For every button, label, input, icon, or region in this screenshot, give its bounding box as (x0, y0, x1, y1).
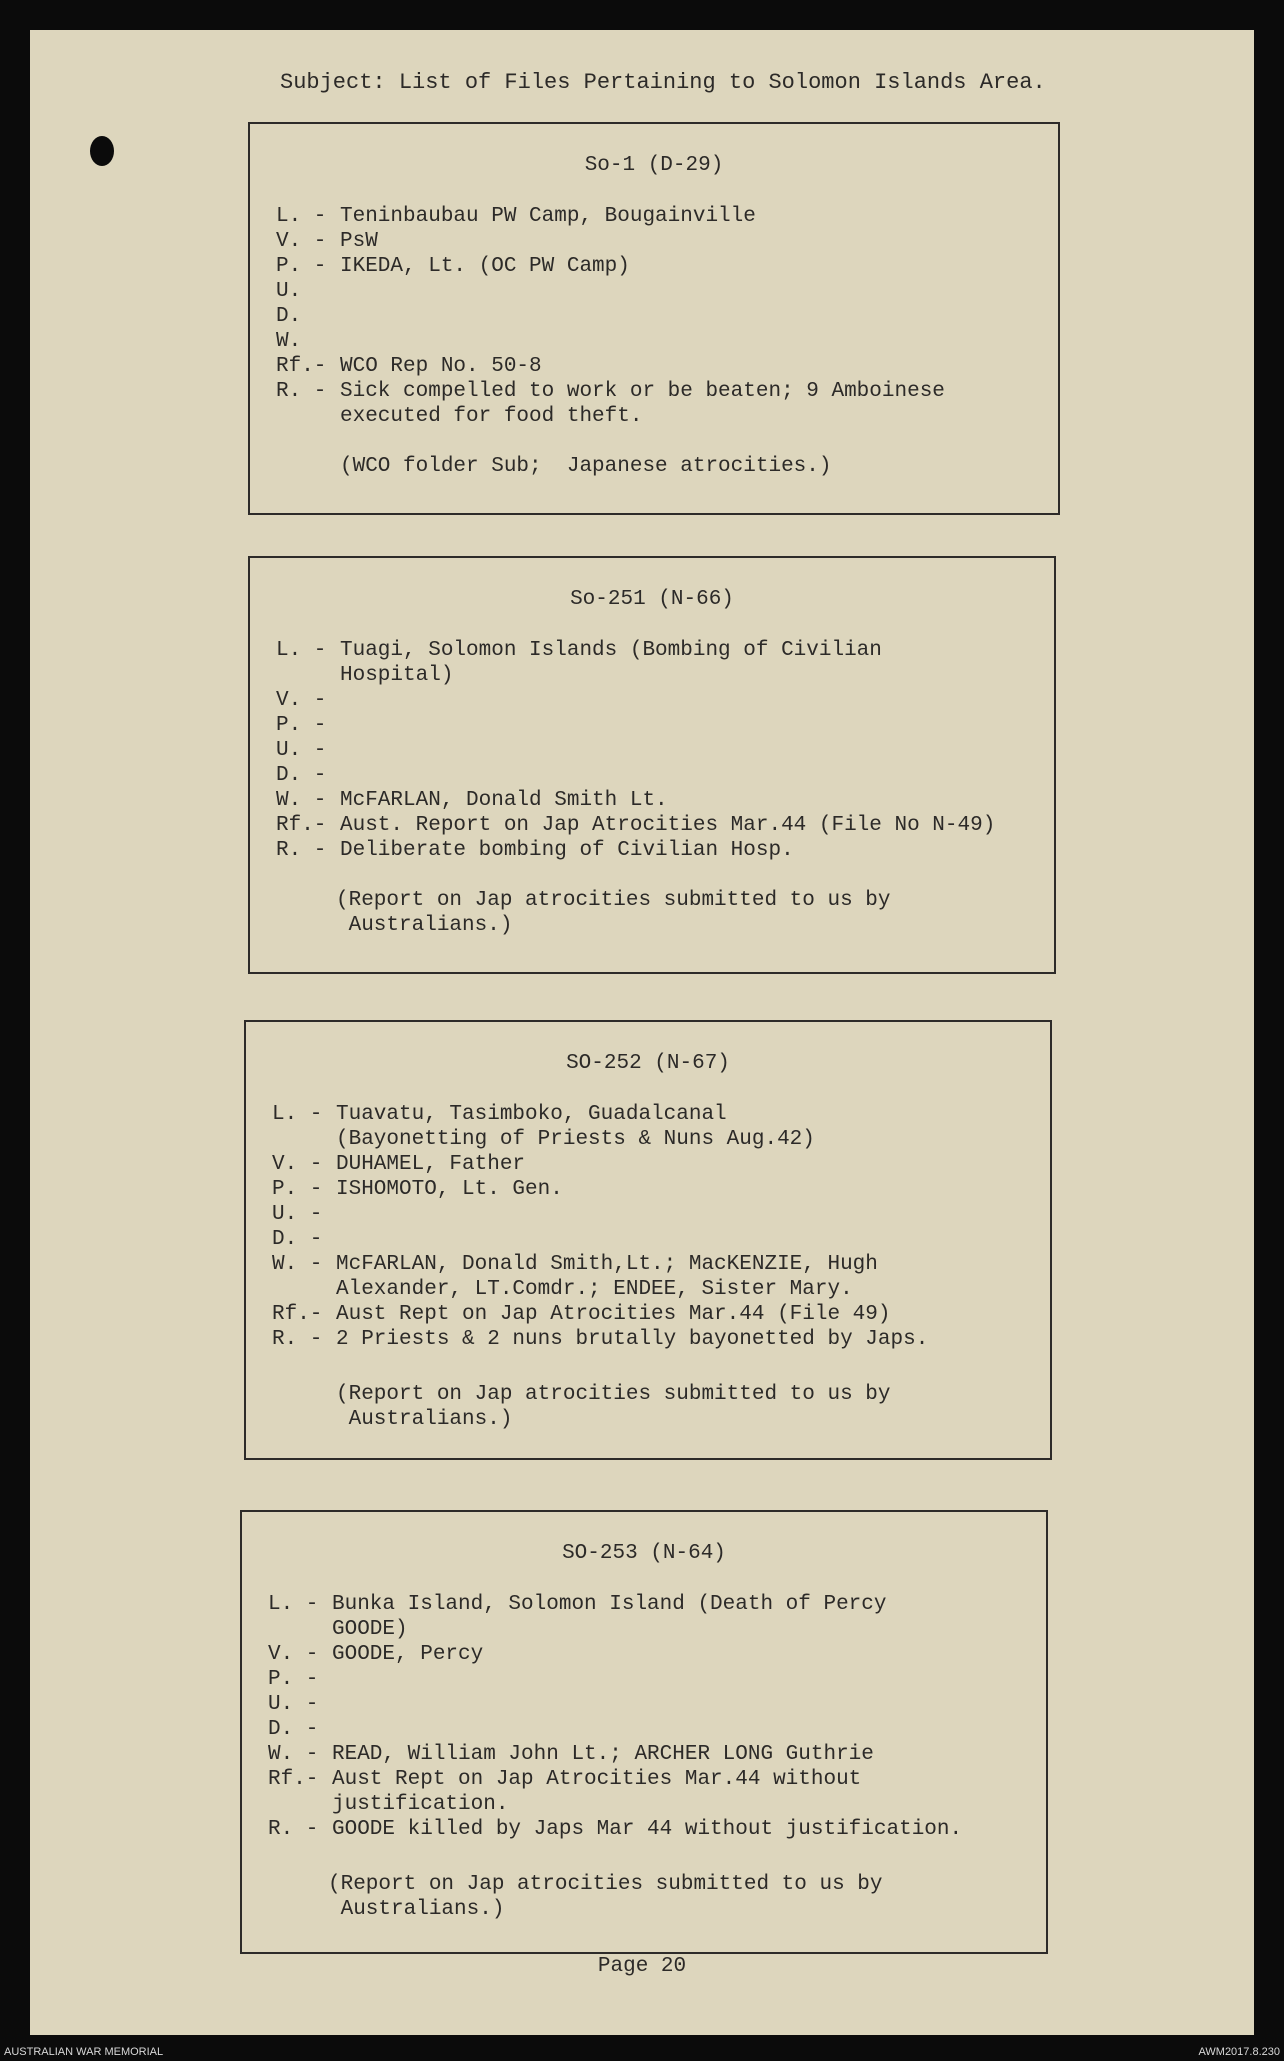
file-card-rows (268, 1592, 1026, 1842)
file-card-note: (Report on Jap atrocities submitted to us by Australians.) (328, 1873, 883, 1921)
row-perpetrator: P. - IKEDA, Lt. (OC PW Camp) (276, 255, 630, 278)
row-date: D. - (268, 1718, 319, 1741)
row-perpetrator: P. - (276, 714, 327, 737)
file-card-note: (WCO folder Sub; Japanese atrocities.) (340, 455, 832, 478)
row-reference: Rf.- WCO Rep No. 50-8 (276, 355, 542, 378)
row-reference: Rf.- Aust Rept on Jap Atrocities Mar.44 (File 49) (272, 1303, 891, 1326)
row-victim: V. - PsW (276, 230, 378, 253)
row-remarks: R. - Deliberate bombing of Civilian Hosp. (276, 839, 794, 862)
row-witness: W. - McFARLAN, Donald Smith,Lt.; MacKENZIE, Hugh Alexander, LT.Comdr.; ENDEE, Sister Mary. (272, 1253, 878, 1301)
row-remarks: R. - GOODE killed by Japs Mar 44 without justification. (268, 1818, 963, 1841)
file-card-note: (Report on Jap atrocities submitted to us by Australians.) (336, 1383, 891, 1431)
row-unit: U. - (272, 1203, 323, 1226)
file-card-title: So-1 (D-29) (584, 154, 724, 177)
row-perpetrator: P. - ISHOMOTO, Lt. Gen. (272, 1178, 563, 1201)
file-card (248, 122, 1060, 515)
file-card-title: So-251 (N-66) (570, 588, 734, 611)
row-witness: W. - READ, William John Lt.; ARCHER LONG Guthrie (268, 1743, 874, 1766)
row-date: D. - (276, 764, 327, 787)
file-card-rows (276, 204, 1038, 429)
row-location: L. - Teninbaubau PW Camp, Bougainville (276, 205, 756, 228)
row-reference: Rf.- Aust Rept on Jap Atrocities Mar.44 without justification. (268, 1768, 862, 1816)
footer-credit: AUSTRALIAN WAR MEMORIAL (4, 2046, 164, 2058)
row-remarks: R. - Sick compelled to work or be beaten; 9 Amboinese executed for food theft. (276, 380, 945, 428)
footer-accession-number: AWM2017.8.230 (1198, 2046, 1280, 2058)
row-witness: W. (276, 330, 302, 353)
row-reference: Rf.- Aust. Report on Jap Atrocities Mar.44 (File No N-49) (276, 814, 996, 837)
file-card-note: (Report on Jap atrocities submitted to us by Australians.) (336, 889, 891, 937)
row-location: L. - Tuavatu, Tasimboko, Guadalcanal (Bayonetting of Priests & Nuns Aug.42) (272, 1103, 815, 1151)
file-card-rows (272, 1102, 1030, 1352)
row-remarks: R. - 2 Priests & 2 nuns brutally bayonetted by Japs. (272, 1328, 929, 1351)
row-unit: U. - (268, 1693, 319, 1716)
row-unit: U. (276, 280, 302, 303)
file-card (244, 1020, 1052, 1460)
row-victim: V. - (276, 689, 327, 712)
row-date: D. (276, 305, 302, 328)
row-victim: V. - DUHAMEL, Father (272, 1153, 526, 1176)
row-location: L. - Tuagi, Solomon Islands (Bombing of Civilian Hospital) (276, 639, 882, 687)
page-number: Page 20 (597, 1955, 687, 1978)
row-victim: V. - GOODE, Percy (268, 1643, 484, 1666)
file-card (240, 1510, 1048, 1954)
row-location: L. - Bunka Island, Solomon Island (Death of Percy GOODE) (268, 1593, 887, 1641)
file-card-title: SO-252 (N-67) (566, 1052, 730, 1075)
file-card-rows (276, 638, 1034, 863)
file-card-title: SO-253 (N-64) (562, 1542, 726, 1565)
file-card (248, 556, 1056, 974)
punch-hole (90, 136, 114, 166)
row-date: D. - (272, 1228, 323, 1251)
document-page (30, 30, 1254, 2035)
row-perpetrator: P. - (268, 1668, 319, 1691)
row-unit: U. - (276, 739, 327, 762)
subject-line: Subject: List of Files Pertaining to Solomon Islands Area. (280, 70, 1046, 95)
row-witness: W. - McFARLAN, Donald Smith Lt. (276, 789, 668, 812)
